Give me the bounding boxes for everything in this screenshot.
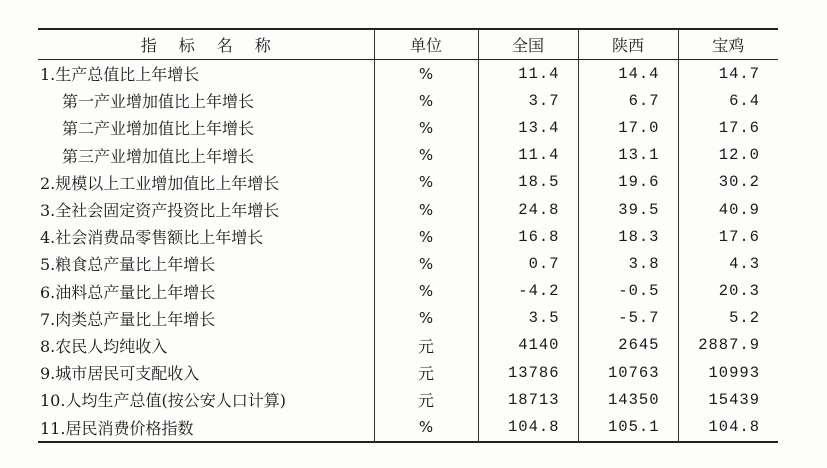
shaanxi-value-cell: 13.1 [578,142,678,169]
national-value-cell: 13.4 [478,114,578,141]
unit-cell: % [374,169,478,196]
indicator-name-cell: 5.粮食总产量比上年增长 [40,255,216,275]
table-header-row [38,29,778,60]
unit-cell: 元 [374,386,478,413]
unit-cell: % [374,87,478,114]
indicator-name-cell: 2.规模以上工业增加值比上年增长 [40,173,280,193]
table-row [38,278,778,305]
indicator-name-cell: 11.居民消费价格指数 [40,418,194,438]
unit-cell: % [374,196,478,223]
table-row [38,250,778,277]
shaanxi-value-cell: 14.4 [578,60,678,88]
shaanxi-value-cell: -0.5 [578,278,678,305]
table-row [38,386,778,413]
unit-cell: 元 [374,359,478,386]
table-row [38,142,778,169]
national-value-cell: -4.2 [478,278,578,305]
indicator-name-cell: 1.生产总值比上年增长 [40,65,200,85]
unit-cell: % [374,223,478,250]
table-row [38,196,778,223]
table-row [38,114,778,141]
national-value-cell: 18.5 [478,169,578,196]
baoji-value-cell: 4.3 [678,250,778,277]
baoji-value-cell: 15439 [678,386,778,413]
national-value-cell: 4140 [478,332,578,359]
unit-cell: % [374,250,478,277]
unit-cell: % [374,305,478,332]
baoji-value-cell: 17.6 [678,114,778,141]
national-value-cell: 3.7 [478,87,578,114]
table-body [38,60,778,442]
baoji-value-cell: 12.0 [678,142,778,169]
indicator-name-cell: 第二产业增加值比上年增长 [62,119,255,139]
shaanxi-value-cell: 18.3 [578,223,678,250]
shaanxi-value-cell: 2645 [578,332,678,359]
indicator-name-cell: 6.油料总产量比上年增长 [40,282,216,302]
indicator-name-cell: 10.人均生产总值(按公安人口计算) [40,391,286,411]
indicator-name-cell: 第一产业增加值比上年增长 [62,92,255,112]
national-value-cell: 0.7 [478,250,578,277]
baoji-value-cell: 40.9 [678,196,778,223]
header-baoji: 宝鸡 [678,29,778,60]
baoji-value-cell: 14.7 [678,60,778,88]
indicator-name-cell: 9.城市居民可支配收入 [40,364,200,384]
unit-cell: % [374,142,478,169]
national-value-cell: 13786 [478,359,578,386]
shaanxi-value-cell: 6.7 [578,87,678,114]
indicator-name-cell: 第三产业增加值比上年增长 [62,146,255,166]
baoji-value-cell: 10993 [678,359,778,386]
shaanxi-value-cell: 19.6 [578,169,678,196]
shaanxi-value-cell: 105.1 [578,413,678,441]
table-row [38,305,778,332]
table-row [38,87,778,114]
national-value-cell: 24.8 [478,196,578,223]
baoji-value-cell: 6.4 [678,87,778,114]
unit-cell: 元 [374,332,478,359]
table-row [38,60,778,88]
shaanxi-value-cell: 3.8 [578,250,678,277]
table-row [38,413,778,441]
table-row [38,332,778,359]
unit-cell: % [374,278,478,305]
header-national: 全国 [478,29,578,60]
national-value-cell: 16.8 [478,223,578,250]
national-value-cell: 11.4 [478,60,578,88]
baoji-value-cell: 20.3 [678,278,778,305]
unit-cell: % [374,413,478,441]
shaanxi-value-cell: 14350 [578,386,678,413]
indicator-table [38,28,778,443]
baoji-value-cell: 30.2 [678,169,778,196]
unit-cell: % [374,60,478,88]
shaanxi-value-cell: 17.0 [578,114,678,141]
indicator-name-cell: 3.全社会固定资产投资比上年增长 [40,201,280,221]
indicator-name-cell: 4.社会消费品零售额比上年增长 [40,228,264,248]
national-value-cell: 18713 [478,386,578,413]
header-indicator-name: 指标名称 [140,36,293,55]
national-value-cell: 104.8 [478,413,578,441]
indicator-name-cell: 8.农民人均纯收入 [40,336,168,356]
national-value-cell: 11.4 [478,142,578,169]
baoji-value-cell: 5.2 [678,305,778,332]
unit-cell: % [374,114,478,141]
baoji-value-cell: 104.8 [678,413,778,441]
table-row [38,169,778,196]
header-unit: 单位 [374,29,478,60]
baoji-value-cell: 2887.9 [678,332,778,359]
baoji-value-cell: 17.6 [678,223,778,250]
shaanxi-value-cell: 10763 [578,359,678,386]
shaanxi-value-cell: 39.5 [578,196,678,223]
indicator-name-cell: 7.肉类总产量比上年增长 [40,309,216,329]
table-row [38,223,778,250]
header-shaanxi: 陕西 [578,29,678,60]
national-value-cell: 3.5 [478,305,578,332]
shaanxi-value-cell: -5.7 [578,305,678,332]
table-row [38,359,778,386]
